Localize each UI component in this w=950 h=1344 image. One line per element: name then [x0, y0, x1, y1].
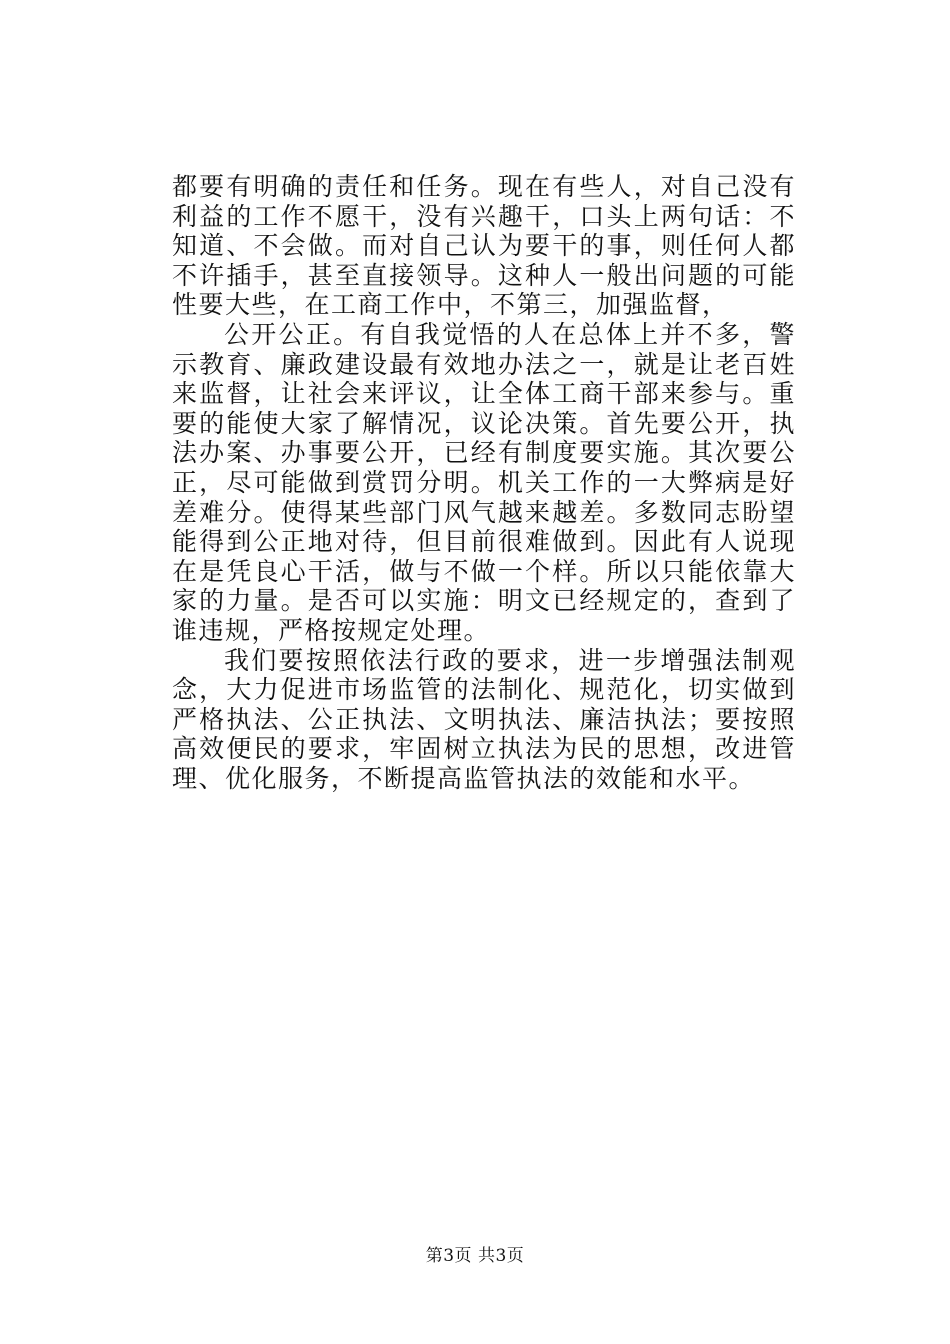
document-body	[172, 172, 796, 793]
paragraph-law-enforcement: 我们要按照依法行政的要求，进一步增强法制观念，大力促进市场监管的法制化、规范化，切实做到严格执法、公正执法、文明执法、廉洁执法；要按照高效便民的要求，牢固树立执法为民的思想，改进管理、优化服务，不断提高监管执法的效能和水平。	[172, 645, 796, 793]
page-number-label: 第3页 共3页	[425, 1246, 525, 1266]
paragraph-openness-fairness: 公开公正。有自我觉悟的人在总体上并不多，警示教育、廉政建设最有效地办法之一，就是让老百姓来监督，让社会来评议，让全体工商干部来参与。重要的能使大家了解情况，议论决策。首先要公开，执法办案、办事要公开，已经有制度要实施。其次要公正，尽可能做到赏罚分明。机关工作的一大弊病是好差难分。使得某些部门风气越来越差。多数同志盼望能得到公正地对待，但目前很难做到。因此有人说现在是凭良心干活，做与不做一个样。所以只能依靠大家的力量。是否可以实施：明文已经规定的，查到了谁违规，严格按规定处理。	[172, 319, 796, 645]
page-footer	[0, 1246, 950, 1266]
paragraph-responsibility: 都要有明确的责任和任务。现在有些人，对自己没有利益的工作不愿干，没有兴趣干，口头上两句话：不知道、不会做。而对自己认为要干的事，则任何人都不许插手，甚至直接领导。这种人一般出问题的可能性要大些，在工商工作中，不第三，加强监督，	[172, 172, 796, 320]
